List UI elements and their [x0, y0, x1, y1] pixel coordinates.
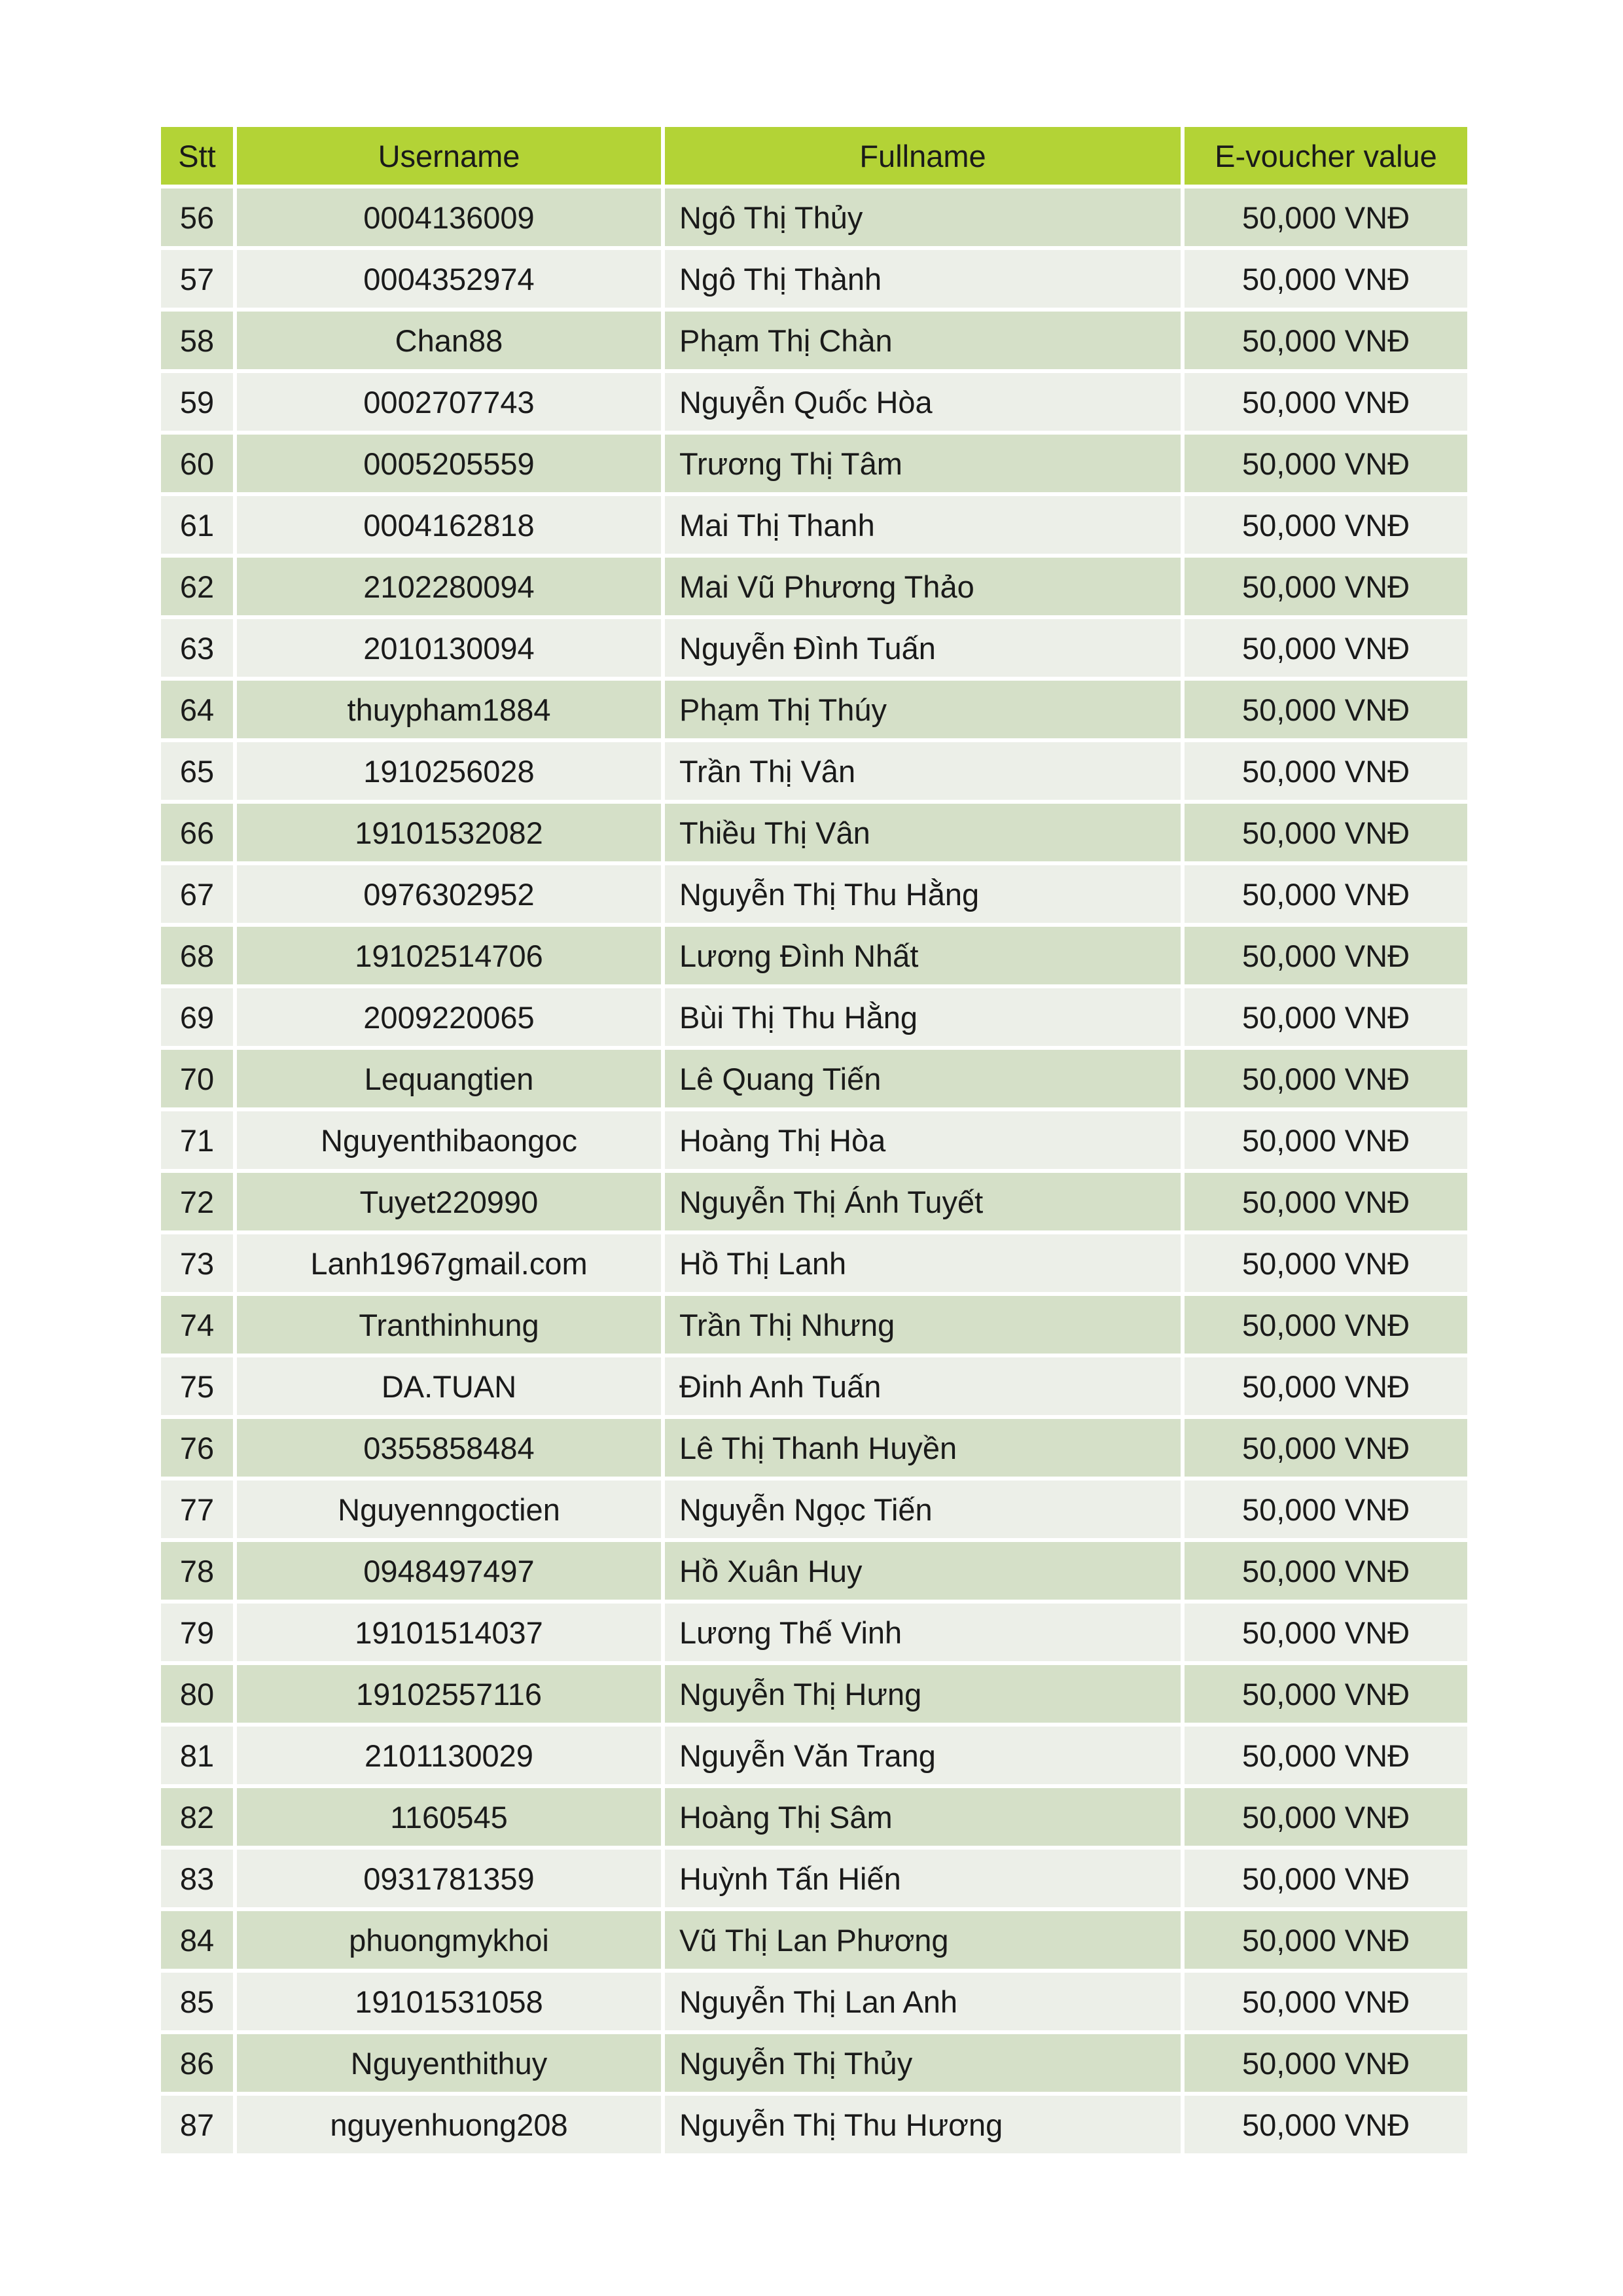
- table-row: [161, 1296, 1467, 1354]
- fullname-cell: Nguyễn Thị Lan Anh: [665, 1973, 1181, 2030]
- username-cell: 0931781359: [237, 1850, 661, 1907]
- username-cell: Nguyenthithuy: [237, 2034, 661, 2092]
- username-cell: 19102514706: [237, 927, 661, 984]
- fullname-cell: Mai Thị Thanh: [665, 496, 1181, 554]
- fullname-cell: Hoàng Thị Hòa: [665, 1111, 1181, 1169]
- stt-cell: 65: [161, 742, 233, 800]
- fullname-cell: Bùi Thị Thu Hằng: [665, 988, 1181, 1046]
- stt-cell: 72: [161, 1173, 233, 1230]
- stt-cell: 63: [161, 619, 233, 677]
- username-cell: 0005205559: [237, 435, 661, 492]
- fullname-cell: Nguyễn Ngọc Tiến: [665, 1480, 1181, 1538]
- table-row: [161, 1234, 1467, 1292]
- username-cell: Lanh1967gmail.com: [237, 1234, 661, 1292]
- evoucher-value-cell: 50,000 VNĐ: [1185, 1911, 1467, 1969]
- fullname-cell: Đinh Anh Tuấn: [665, 1357, 1181, 1415]
- username-cell: Tranthinhung: [237, 1296, 661, 1354]
- fullname-cell: Nguyễn Văn Trang: [665, 1727, 1181, 1784]
- stt-cell: 69: [161, 988, 233, 1046]
- evoucher-value-cell: 50,000 VNĐ: [1185, 373, 1467, 431]
- stt-cell: 76: [161, 1419, 233, 1477]
- evoucher-value-cell: 50,000 VNĐ: [1185, 1234, 1467, 1292]
- username-cell: DA.TUAN: [237, 1357, 661, 1415]
- table-row: [161, 1665, 1467, 1723]
- stt-cell: 67: [161, 865, 233, 923]
- evoucher-value-cell: 50,000 VNĐ: [1185, 2034, 1467, 2092]
- username-cell: 0976302952: [237, 865, 661, 923]
- table-row: [161, 1788, 1467, 1846]
- username-cell: 2101130029: [237, 1727, 661, 1784]
- header-fullname: Fullname: [665, 127, 1181, 185]
- voucher-table: [157, 123, 1471, 2157]
- evoucher-value-cell: 50,000 VNĐ: [1185, 1050, 1467, 1107]
- username-cell: 0004352974: [237, 250, 661, 308]
- fullname-cell: Trần Thị Vân: [665, 742, 1181, 800]
- table-row: [161, 865, 1467, 923]
- username-cell: phuongmykhoi: [237, 1911, 661, 1969]
- stt-cell: 81: [161, 1727, 233, 1784]
- stt-cell: 70: [161, 1050, 233, 1107]
- table-row: [161, 373, 1467, 431]
- stt-cell: 73: [161, 1234, 233, 1292]
- stt-cell: 86: [161, 2034, 233, 2092]
- username-cell: 0004136009: [237, 188, 661, 246]
- evoucher-value-cell: 50,000 VNĐ: [1185, 1665, 1467, 1723]
- username-cell: 0002707743: [237, 373, 661, 431]
- stt-cell: 58: [161, 312, 233, 369]
- table-row: [161, 1050, 1467, 1107]
- evoucher-value-cell: 50,000 VNĐ: [1185, 2096, 1467, 2153]
- evoucher-value-cell: 50,000 VNĐ: [1185, 1173, 1467, 1230]
- fullname-cell: Ngô Thị Thủy: [665, 188, 1181, 246]
- table-row: [161, 1727, 1467, 1784]
- table-row: [161, 1480, 1467, 1538]
- username-cell: Lequangtien: [237, 1050, 661, 1107]
- fullname-cell: Mai Vũ Phương Thảo: [665, 558, 1181, 615]
- stt-cell: 59: [161, 373, 233, 431]
- table-row: [161, 496, 1467, 554]
- fullname-cell: Lương Đình Nhất: [665, 927, 1181, 984]
- table-row: [161, 2034, 1467, 2092]
- table-row: [161, 619, 1467, 677]
- evoucher-value-cell: 50,000 VNĐ: [1185, 1296, 1467, 1354]
- evoucher-value-cell: 50,000 VNĐ: [1185, 865, 1467, 923]
- username-cell: 0355858484: [237, 1419, 661, 1477]
- stt-cell: 79: [161, 1604, 233, 1661]
- evoucher-value-cell: 50,000 VNĐ: [1185, 1357, 1467, 1415]
- fullname-cell: Lê Thị Thanh Huyền: [665, 1419, 1181, 1477]
- stt-cell: 75: [161, 1357, 233, 1415]
- evoucher-value-cell: 50,000 VNĐ: [1185, 681, 1467, 738]
- evoucher-value-cell: 50,000 VNĐ: [1185, 927, 1467, 984]
- header-row: [161, 127, 1467, 185]
- fullname-cell: Trương Thị Tâm: [665, 435, 1181, 492]
- fullname-cell: Nguyễn Thị Thu Hương: [665, 2096, 1181, 2153]
- evoucher-value-cell: 50,000 VNĐ: [1185, 619, 1467, 677]
- evoucher-value-cell: 50,000 VNĐ: [1185, 435, 1467, 492]
- fullname-cell: Hoàng Thị Sâm: [665, 1788, 1181, 1846]
- stt-cell: 56: [161, 188, 233, 246]
- stt-cell: 87: [161, 2096, 233, 2153]
- stt-cell: 66: [161, 804, 233, 861]
- evoucher-value-cell: 50,000 VNĐ: [1185, 1111, 1467, 1169]
- stt-cell: 85: [161, 1973, 233, 2030]
- username-cell: Nguyenthibaongoc: [237, 1111, 661, 1169]
- table-row: [161, 2096, 1467, 2153]
- header-username: Username: [237, 127, 661, 185]
- stt-cell: 68: [161, 927, 233, 984]
- username-cell: 2102280094: [237, 558, 661, 615]
- evoucher-value-cell: 50,000 VNĐ: [1185, 742, 1467, 800]
- table-row: [161, 681, 1467, 738]
- evoucher-value-cell: 50,000 VNĐ: [1185, 1850, 1467, 1907]
- table-row: [161, 1604, 1467, 1661]
- username-cell: 1910256028: [237, 742, 661, 800]
- evoucher-value-cell: 50,000 VNĐ: [1185, 1480, 1467, 1538]
- table-row: [161, 1111, 1467, 1169]
- evoucher-value-cell: 50,000 VNĐ: [1185, 1973, 1467, 2030]
- stt-cell: 83: [161, 1850, 233, 1907]
- fullname-cell: Phạm Thị Thúy: [665, 681, 1181, 738]
- table-row: [161, 1850, 1467, 1907]
- username-cell: 19102557116: [237, 1665, 661, 1723]
- table-body: [161, 188, 1467, 2153]
- table-row: [161, 988, 1467, 1046]
- fullname-cell: Lương Thế Vinh: [665, 1604, 1181, 1661]
- evoucher-value-cell: 50,000 VNĐ: [1185, 1542, 1467, 1600]
- fullname-cell: Phạm Thị Chàn: [665, 312, 1181, 369]
- fullname-cell: Huỳnh Tấn Hiến: [665, 1850, 1181, 1907]
- table-header: [161, 127, 1467, 185]
- stt-cell: 61: [161, 496, 233, 554]
- username-cell: 19101532082: [237, 804, 661, 861]
- stt-cell: 77: [161, 1480, 233, 1538]
- stt-cell: 60: [161, 435, 233, 492]
- evoucher-value-cell: 50,000 VNĐ: [1185, 1604, 1467, 1661]
- stt-cell: 74: [161, 1296, 233, 1354]
- evoucher-value-cell: 50,000 VNĐ: [1185, 1419, 1467, 1477]
- username-cell: 19101531058: [237, 1973, 661, 2030]
- username-cell: Tuyet220990: [237, 1173, 661, 1230]
- table-row: [161, 1357, 1467, 1415]
- table-row: [161, 1973, 1467, 2030]
- evoucher-value-cell: 50,000 VNĐ: [1185, 496, 1467, 554]
- username-cell: Nguyenngoctien: [237, 1480, 661, 1538]
- header-stt: Stt: [161, 127, 233, 185]
- stt-cell: 64: [161, 681, 233, 738]
- username-cell: Chan88: [237, 312, 661, 369]
- evoucher-value-cell: 50,000 VNĐ: [1185, 558, 1467, 615]
- fullname-cell: Nguyễn Thị Thu Hằng: [665, 865, 1181, 923]
- table-row: [161, 804, 1467, 861]
- fullname-cell: Hồ Thị Lanh: [665, 1234, 1181, 1292]
- evoucher-value-cell: 50,000 VNĐ: [1185, 804, 1467, 861]
- fullname-cell: Nguyễn Đình Tuấn: [665, 619, 1181, 677]
- fullname-cell: Nguyễn Thị Ánh Tuyết: [665, 1173, 1181, 1230]
- fullname-cell: Ngô Thị Thành: [665, 250, 1181, 308]
- fullname-cell: Trần Thị Nhưng: [665, 1296, 1181, 1354]
- evoucher-value-cell: 50,000 VNĐ: [1185, 988, 1467, 1046]
- table-row: [161, 1173, 1467, 1230]
- username-cell: nguyenhuong208: [237, 2096, 661, 2153]
- table-row: [161, 1542, 1467, 1600]
- table-row: [161, 742, 1467, 800]
- stt-cell: 62: [161, 558, 233, 615]
- fullname-cell: Hồ Xuân Huy: [665, 1542, 1181, 1600]
- username-cell: 2010130094: [237, 619, 661, 677]
- evoucher-value-cell: 50,000 VNĐ: [1185, 188, 1467, 246]
- table-row: [161, 1419, 1467, 1477]
- fullname-cell: Thiều Thị Vân: [665, 804, 1181, 861]
- table-row: [161, 927, 1467, 984]
- evoucher-value-cell: 50,000 VNĐ: [1185, 250, 1467, 308]
- table-row: [161, 188, 1467, 246]
- username-cell: 0004162818: [237, 496, 661, 554]
- evoucher-value-cell: 50,000 VNĐ: [1185, 312, 1467, 369]
- username-cell: 19101514037: [237, 1604, 661, 1661]
- table-row: [161, 312, 1467, 369]
- username-cell: 0948497497: [237, 1542, 661, 1600]
- fullname-cell: Vũ Thị Lan Phương: [665, 1911, 1181, 1969]
- stt-cell: 57: [161, 250, 233, 308]
- evoucher-value-cell: 50,000 VNĐ: [1185, 1788, 1467, 1846]
- stt-cell: 78: [161, 1542, 233, 1600]
- username-cell: 1160545: [237, 1788, 661, 1846]
- fullname-cell: Nguyễn Thị Hưng: [665, 1665, 1181, 1723]
- table-row: [161, 435, 1467, 492]
- stt-cell: 82: [161, 1788, 233, 1846]
- stt-cell: 71: [161, 1111, 233, 1169]
- stt-cell: 80: [161, 1665, 233, 1723]
- fullname-cell: Lê Quang Tiến: [665, 1050, 1181, 1107]
- username-cell: 2009220065: [237, 988, 661, 1046]
- stt-cell: 84: [161, 1911, 233, 1969]
- fullname-cell: Nguyễn Quốc Hòa: [665, 373, 1181, 431]
- table-row: [161, 1911, 1467, 1969]
- username-cell: thuypham1884: [237, 681, 661, 738]
- table-row: [161, 558, 1467, 615]
- fullname-cell: Nguyễn Thị Thủy: [665, 2034, 1181, 2092]
- evoucher-value-cell: 50,000 VNĐ: [1185, 1727, 1467, 1784]
- table-row: [161, 250, 1467, 308]
- header-evoucher-value: E-voucher value: [1185, 127, 1467, 185]
